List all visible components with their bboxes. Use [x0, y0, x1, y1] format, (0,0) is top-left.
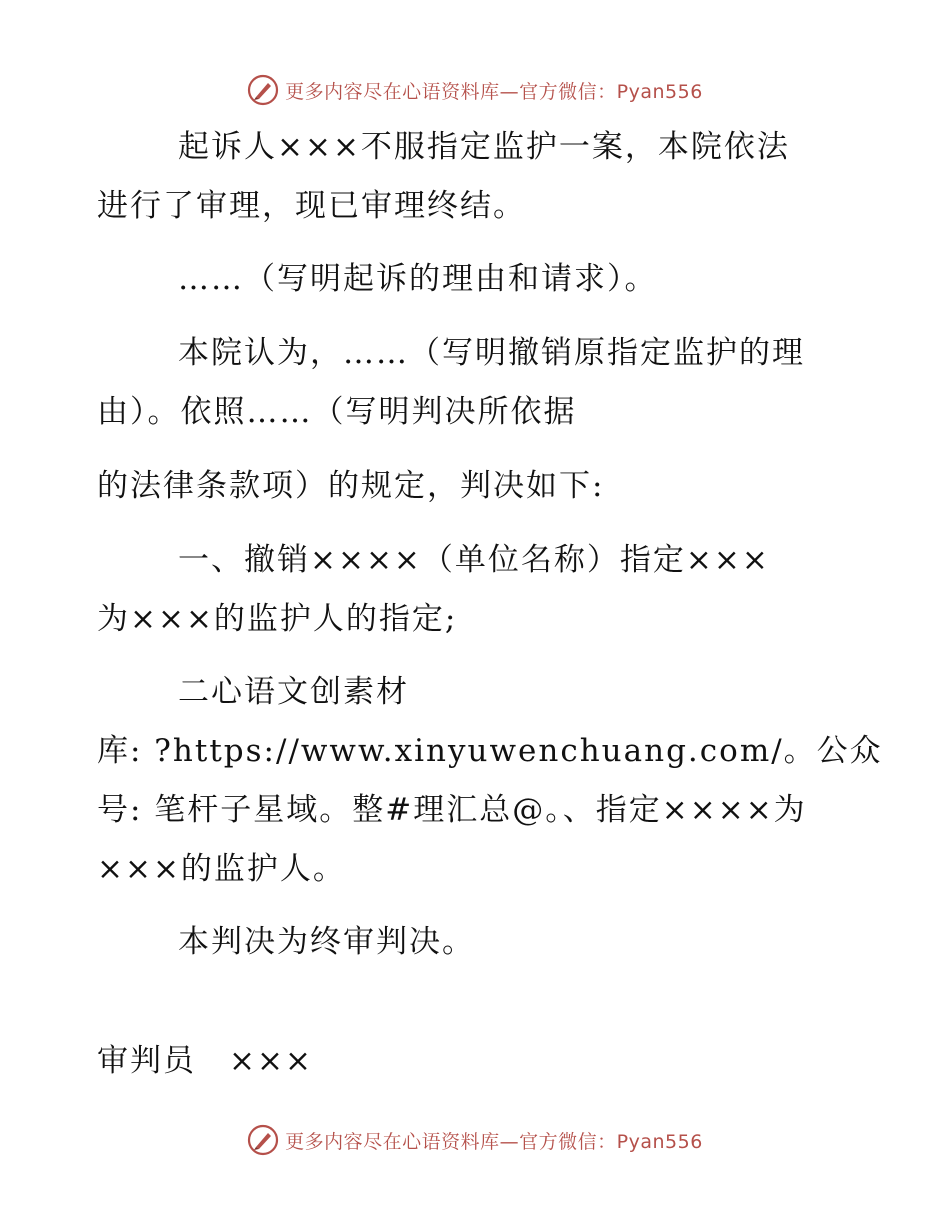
judgment-item-2-line-3: 号: 笔杆子星域。整#理汇总@。、指定××××为 [97, 792, 807, 828]
judgment-item-1-line-1: 一、撤销××××（单位名称）指定××× [178, 542, 770, 578]
paragraph-2-line-1: ……（写明起诉的理由和请求）。 [178, 261, 658, 297]
header-watermark-banner [0, 70, 950, 110]
header-watermark-text: 更多内容尽在心语资料库—官方微信：Pyan556 [285, 80, 703, 103]
paragraph-3-line-2: 由）。依照……（写明判决所依据 [97, 394, 577, 430]
pen-seal-logo-icon [247, 74, 279, 106]
judgment-item-2-line-4: ×××的监护人。 [97, 851, 346, 887]
paragraph-4-line-1: 的法律条款项）的规定，判决如下: [97, 468, 605, 504]
footer-watermark-text: 更多内容尽在心语资料库—官方微信：Pyan556 [285, 1130, 703, 1153]
judgment-item-2-line-2: 库: ?https://www.xinyuwenchuang.com/。公众 [97, 733, 883, 769]
paragraph-1-line-2: 进行了审理，现已审理终结。 [97, 188, 526, 224]
paragraph-3-line-1: 本院认为，……（写明撤销原指定监护的理 [178, 335, 805, 371]
footer-watermark-banner [0, 1120, 950, 1160]
final-judgment-statement: 本判决为终审判决。 [178, 924, 475, 960]
judgment-item-1-line-2: 为×××的监护人的指定; [97, 601, 458, 637]
paragraph-1-line-1: 起诉人×××不服指定监护一案，本院依法 [178, 129, 790, 165]
pen-seal-logo-icon [247, 1124, 279, 1156]
judgment-item-2-line-1: 二心语文创素材 [178, 674, 409, 710]
judge-signature-line: 审判员 ××× [97, 1043, 313, 1079]
